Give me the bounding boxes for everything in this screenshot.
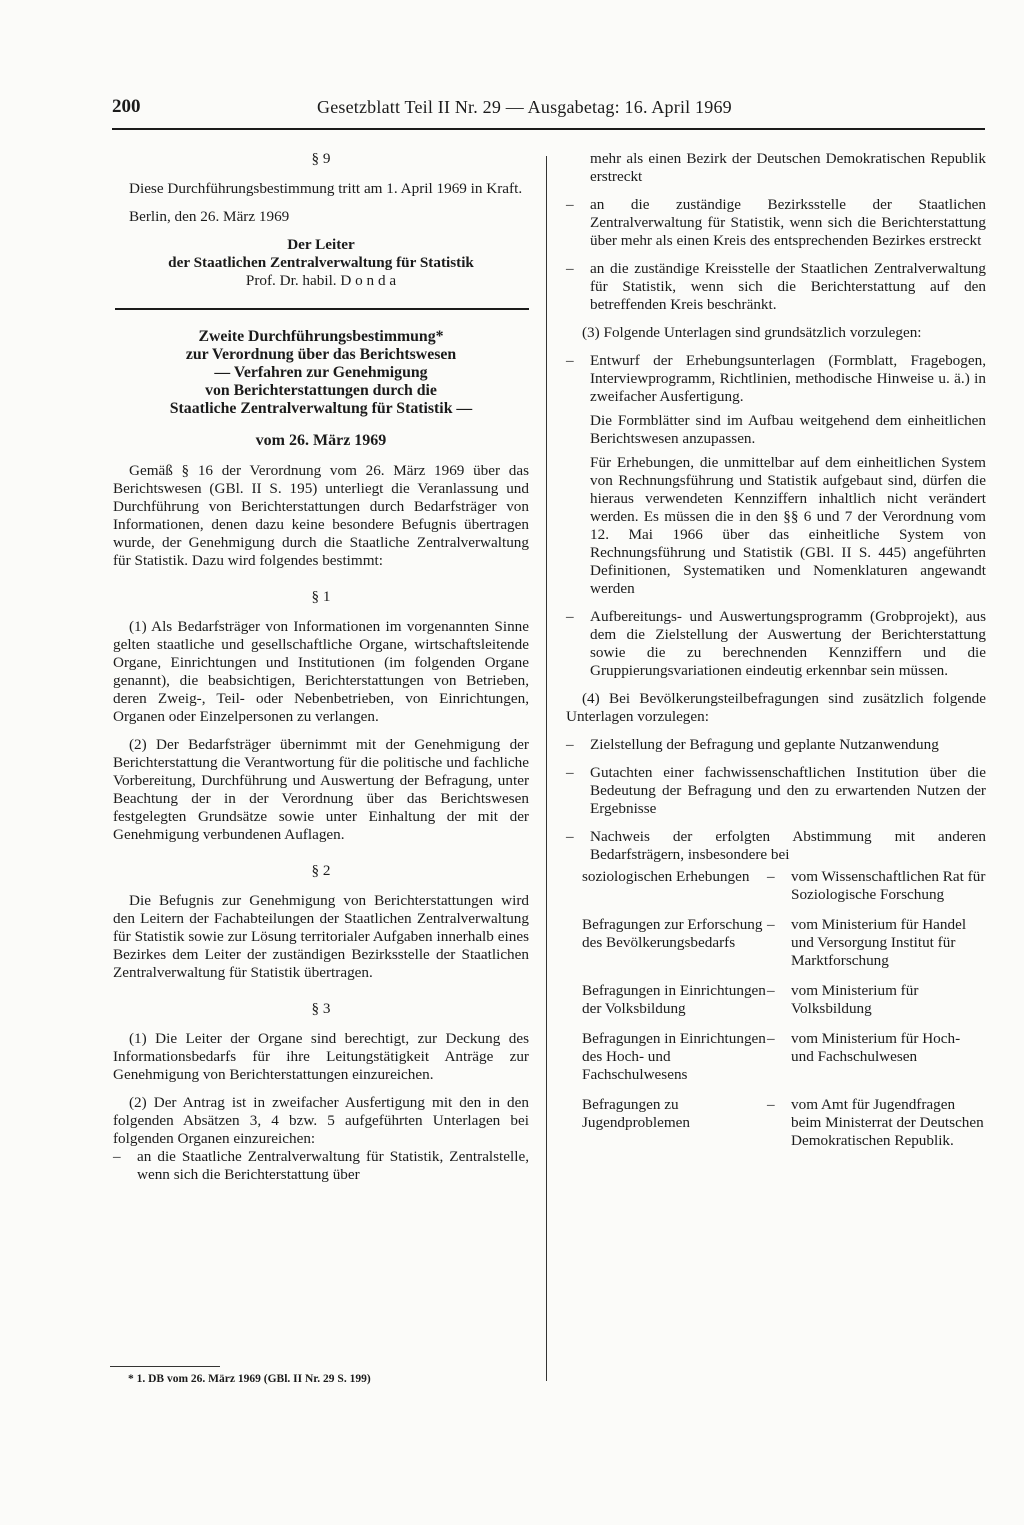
para-3-dash-1: – Entwurf der Erhebungsunterlagen (Formblatt, Fragebogen, Interviewprogramm, Richtlinien, methodische Hinweise u. ä.) in zweifacher Ausfertigung. xyxy=(566,352,986,406)
para-3: (3) Folgende Unterlagen sind grundsätzlich vorzulegen: xyxy=(582,324,922,341)
section-1-para-2: (2) Der Bedarfsträger übernimmt mit der Genehmigung der Berichterstattung die Verantwortung für die politische und fachliche Vorbereitung, Durchführung und Auswertung der Befragung, unter Beachtung der in der Verordnung über das Berichtswesen festgelegten Grundsätze sowie unter Einhaltung der mit der Genehmigung verbundenen Auflagen. xyxy=(113,736,529,843)
section-3-para-2: (2) Der Antrag ist in zweifacher Ausfertigung mit den in den folgenden Absätzen 3, 4 bzw. 5 aufgeführten Unterlagen bei folgenden Organen einzureichen: xyxy=(113,1094,529,1147)
table-cell-left: Befragungen in Einrichtungen der Volksbildung xyxy=(582,982,766,1017)
para-3-dash-2: – Aufbereitungs- und Auswertungsprogramm (Grobprojekt), aus dem die Zielstellung der Auswertung der Berichterstattung sowie die zu berechnenden Kennziffern und die Gruppierungsvariationen eindeutig erkennbar sein müssen. xyxy=(566,608,986,680)
para-3-sub-1: Die Formblätter sind im Aufbau weitgehend dem einheitlichen Berichtswesen anzupassen. xyxy=(590,412,986,447)
intro-paragraph: Gemäß § 16 der Verordnung vom 26. März 1969 über das Berichtswesen (GBl. II S. 195) unterliegt die Veranlassung und Durchführung von Berichterstattungen durch Bedarfsträger von Informationen, denen dazu keine besondere Befugnis übertragen wurde, der Genehmigung durch die Staatliche Zentralverwaltung für Statistik. Dazu wird folgendes bestimmt: xyxy=(113,462,529,569)
table-cell-left: Befragungen zur Erforschung des Bevölkerungsbedarfs xyxy=(582,916,763,951)
signature-name: Prof. Dr. habil. D o n d a xyxy=(245,272,397,289)
dash-3: – an die zuständige Kreisstelle der Staatlichen Zentralverwaltung für Statistik, wenn sich die Berichterstattung auf den betreffenden Kreis beschränkt. xyxy=(566,260,986,314)
coordination-table xyxy=(582,868,986,1162)
dash-2: – an die zuständige Bezirksstelle der Staatlichen Zentralverwaltung für Statistik, wenn sich die Berichterstattung über mehr als einen Kreis des entsprechenden Bezirkes erstreckt xyxy=(566,196,986,250)
section-9-heading: § 9 xyxy=(311,150,331,167)
table-cell-right: vom Ministerium für Hoch- und Fachschulwesen xyxy=(791,1030,961,1065)
para-4-dash-1: – Zielstellung der Befragung und geplante Nutzanwendung xyxy=(566,736,986,754)
place-date: Berlin, den 26. März 1969 xyxy=(129,208,290,225)
left-column xyxy=(113,150,529,1184)
table-cell-dash: – xyxy=(767,1096,775,1113)
table-cell-dash: – xyxy=(767,916,775,933)
doc-title-2: zur Verordnung über das Berichtswesen xyxy=(185,346,457,363)
signature-role-1: Der Leiter xyxy=(287,236,355,253)
para-4-dash-3: – Nachweis der erfolgten Abstimmung mit anderen Bedarfsträgern, insbesondere bei xyxy=(566,828,986,864)
doc-title-1: Zweite Durchführungsbestimmung* xyxy=(198,328,444,345)
table-cell-right: vom Ministerium für Handel und Versorgung Institut für Marktforschung xyxy=(791,916,967,969)
para-4-dash-2: – Gutachten einer fachwissenschaftlichen Institution über die Bedeutung der Befragung und den zu erwartenden Nutzen der Ergebnisse xyxy=(566,764,986,818)
table-cell-right: vom Amt für Jugendfragen beim Ministerrat der Deutschen Demokratischen Republik. xyxy=(791,1096,984,1149)
table-cell-left: Befragungen in Einrichtungen des Hoch- und Fachschulwesens xyxy=(582,1030,766,1083)
doc-title-4: von Berichterstattungen durch die xyxy=(205,382,437,399)
para-4: (4) Bei Bevölkerungsteilbefragungen sind zusätzlich folgende Unterlagen vorzulegen: xyxy=(566,690,986,725)
table-cell-dash: – xyxy=(767,982,775,999)
table-cell-left: Befragungen zu Jugendproblemen xyxy=(582,1096,690,1131)
section-9-text: Diese Durchführungsbestimmung tritt am 1. April 1969 in Kraft. xyxy=(129,180,523,197)
para-3-sub-2: Für Erhebungen, die unmittelbar auf dem einheitlichen System von Rechnungsführung und Statistik aufgebaut sind, dürfen die hieraus verwendeten Kennziffern inhaltlich nicht verändert werden. Es müssen die in den §§ 6 und 7 der Verordnung vom 12. Mai 1966 über das einheitliche System von Rechnungsführung und Statistik (GBl. II S. 445) angeführten Definitionen, Systematiken und Nomenklaturen angewandt werden xyxy=(590,454,986,597)
dash-1-continued: mehr als einen Bezirk der Deutschen Demokratischen Republik erstreckt xyxy=(590,150,986,185)
section-3-para-1: (1) Die Leiter der Organe sind berechtigt, zur Deckung des Informationsbedarfs für ihre Leitungstätigkeit Anträge zur Genehmigung von Berichterstattungen einzureichen. xyxy=(113,1030,529,1083)
section-1-heading: § 1 xyxy=(311,588,331,605)
table-cell-dash: – xyxy=(767,1030,775,1047)
right-column xyxy=(566,150,986,1162)
table-cell-dash: – xyxy=(767,868,775,885)
table-cell-left: soziologischen Erhebungen xyxy=(582,868,750,885)
table-cell-right: vom Wissenschaftlichen Rat für Soziologische Forschung xyxy=(791,868,986,903)
header-title: Gesetzblatt Teil II Nr. 29 — Ausgabetag: 16. April 1969 xyxy=(317,97,732,117)
section-1-para-1: (1) Als Bedarfsträger von Informationen im vorgenannten Sinne gelten staatliche und gesellschaftliche Organe, wirtschaftsleitende Organe, Einrichtungen und Institutionen (im folgenden Organe genannt), die beabsichtigen, Berichterstattungen von Betrieben, deren Zweig-, Teil- oder Nebenbetrieben, von Einrichtungen, Organen oder Einzelpersonen zu verlangen. xyxy=(113,618,529,725)
footnote: * 1. DB vom 26. März 1969 (GBl. II Nr. 29 S. 199) xyxy=(128,1373,371,1385)
doc-title-5: Staatliche Zentralverwaltung für Statistik — xyxy=(169,400,473,417)
page-header xyxy=(112,92,985,130)
doc-title-3: — Verfahren zur Genehmigung xyxy=(214,364,428,381)
section-3-heading: § 3 xyxy=(311,1000,331,1017)
column-divider xyxy=(546,156,547,1381)
footnote-rule xyxy=(110,1366,220,1367)
section-3-dash-1: – an die Staatliche Zentralverwaltung für Statistik, Zentralstelle, wenn sich die Berichterstattung über xyxy=(113,1148,529,1184)
doc-date: vom 26. März 1969 xyxy=(255,432,387,449)
section-2-heading: § 2 xyxy=(311,862,331,879)
page-number: 200 xyxy=(112,96,141,117)
section-divider xyxy=(115,308,529,310)
section-2-para-1: Die Befugnis zur Genehmigung von Berichterstattungen wird den Leitern der Fachabteilungen der Staatlichen Zentralverwaltung für Statistik sowie zur Lösung territorialer Aufgaben innerhalb eines Bezirkes dem Leiter der zuständigen Bezirksstelle der Staatlichen Zentralverwaltung für Statistik übertragen. xyxy=(113,892,529,981)
signature-role-2: der Staatlichen Zentralverwaltung für Statistik xyxy=(168,254,474,271)
table-cell-right: vom Ministerium für Volksbildung xyxy=(791,982,919,1017)
